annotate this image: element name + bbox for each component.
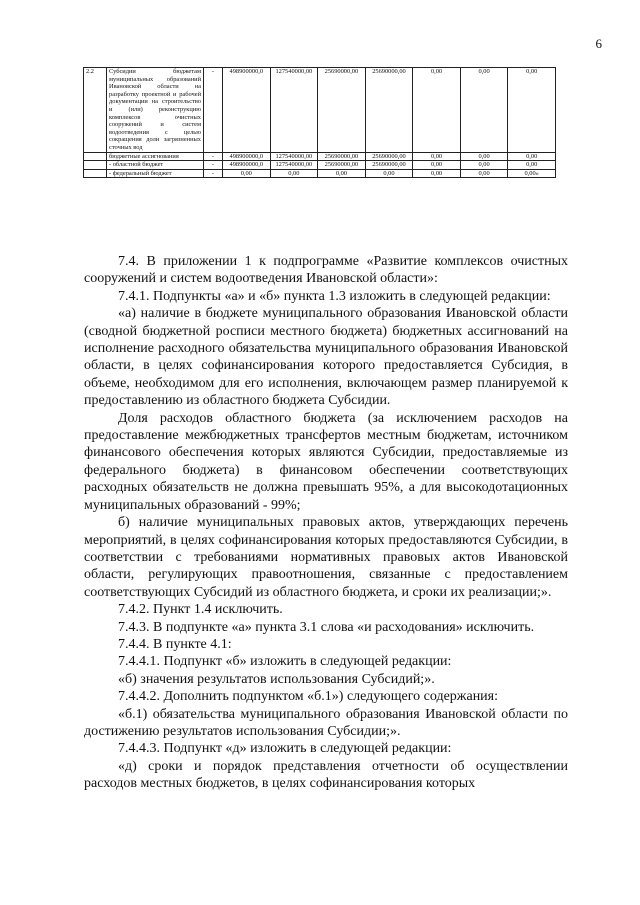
- row-name: бюджетные ассигнования: [107, 152, 204, 161]
- paragraph: «д) сроки и порядок представления отчетности об осуществлении расходов местных бюджетов, в целях софинансирования которых: [84, 758, 568, 792]
- row-name: Субсидии бюджетам муниципальных образований Ивановской области на разработку проектной и рабочей документации на строительство и (или) реконструкцию комплексов очистных сооружений и систем водоотведения с целью сокращения доли загрязненных сточных вод: [107, 68, 204, 153]
- value-cell: 0,00: [508, 68, 556, 153]
- value-cell: 0,00: [270, 169, 318, 178]
- value-cell: 25690000,00: [318, 152, 366, 161]
- value-cell: 498900000,0: [223, 68, 271, 153]
- value-cell: 0,00: [413, 152, 461, 161]
- paragraph: 7.4. В приложении 1 к подпрограмме «Развитие комплексов очистных сооружений и систем водоотведения Ивановской области»:: [84, 254, 568, 287]
- row-number: [84, 161, 107, 170]
- page-number: 6: [595, 36, 602, 51]
- paragraph: б) наличие муниципальных правовых актов, утверждающих перечень мероприятий, в целях софинансирования которых предоставляются Субсидии, в соответствии с требованиями нормативных правовых актов Ивановской области, регулирующих правоотношения, связанные с предоставлением соответствующих Субсидий из областного бюджета, и сроки их реализации;».: [84, 515, 568, 600]
- paragraph: «а) наличие в бюджете муниципального образования Ивановской области (сводной бюджетной росписи местного бюджета) бюджетных ассигнований на исполнение расходного обязательства муниципального образования Ивановской области, в целях софинансирования которого предоставляется Субсидия, в объеме, необходимом для его исполнения, включающем размер планируемой к предоставлению из областного бюджета Субсидии.: [84, 306, 568, 409]
- paragraph: 7.4.4.1. Подпункт «б» изложить в следующей редакции:: [118, 654, 452, 670]
- value-cell: 0,00: [460, 161, 508, 170]
- paragraph: 7.4.2. Пункт 1.4 исключить.: [118, 602, 283, 618]
- row-number: [84, 169, 107, 178]
- row-source: -: [204, 68, 223, 153]
- value-cell: 0,00: [318, 169, 366, 178]
- value-cell: 25690000,00: [318, 68, 366, 153]
- paragraph: Доля расходов областного бюджета (за исключением расходов на предоставление межбюджетных трансфертов местным бюджетам, источником финансового обеспечения которых являются Субсидии, предоставляемые из федерального бюджета) в финансовом обеспечении соответствующих расходных обязательств не должна превышать 95%, а для высокодотационных муниципальных образований - 99%;: [84, 410, 568, 513]
- value-cell: 127540000,00: [270, 68, 318, 153]
- row-source: -: [204, 152, 223, 161]
- value-cell: 0,00: [413, 68, 461, 153]
- value-cell: 127540000,00: [270, 161, 318, 170]
- value-cell: 498900000,0: [223, 161, 271, 170]
- row-name: - федеральный бюджет: [107, 169, 204, 178]
- paragraph: 7.4.3. В подпункте «а» пункта 3.1 слова «и расходования» исключить.: [118, 619, 535, 635]
- value-cell: 0,00: [460, 169, 508, 178]
- table-row: [84, 68, 556, 153]
- value-cell: 498900000,0: [223, 152, 271, 161]
- paragraph: «б.1) обязательства муниципального образования Ивановской области по достижению результатов использования Субсидии;».: [84, 706, 568, 739]
- value-cell: 25690000,00: [365, 152, 413, 161]
- value-cell: 0,00: [460, 152, 508, 161]
- value-cell: 0,00: [413, 161, 461, 170]
- paragraph: «б) значения результатов использования Субсидий;».: [118, 671, 435, 687]
- paragraph: 7.4.4.2. Дополнить подпунктом «б.1») следующего содержания:: [118, 689, 499, 705]
- row-source: -: [204, 161, 223, 170]
- value-cell: 0,00»: [508, 169, 556, 178]
- value-cell: 0,00: [508, 152, 556, 161]
- budget-table: [83, 67, 556, 178]
- row-number: 2.2: [84, 68, 107, 153]
- paragraph: 7.4.4. В пункте 4.1:: [118, 636, 232, 652]
- row-source: -: [204, 169, 223, 178]
- document-body: [84, 253, 568, 793]
- value-cell: 25690000,00: [365, 68, 413, 153]
- value-cell: 127540000,00: [270, 152, 318, 161]
- table-row: [84, 169, 556, 178]
- value-cell: 25690000,00: [365, 161, 413, 170]
- value-cell: 0,00: [508, 161, 556, 170]
- value-cell: 0,00: [460, 68, 508, 153]
- value-cell: 0,00: [223, 169, 271, 178]
- value-cell: 0,00: [365, 169, 413, 178]
- table-row: [84, 161, 556, 170]
- row-number: [84, 152, 107, 161]
- paragraph: 7.4.1. Подпункты «а» и «б» пункта 1.3 изложить в следующей редакции:: [118, 288, 551, 304]
- table-row: [84, 152, 556, 161]
- value-cell: 25690000,00: [318, 161, 366, 170]
- value-cell: 0,00: [413, 169, 461, 178]
- paragraph: 7.4.4.3. Подпункт «д» изложить в следующей редакции:: [118, 741, 452, 757]
- row-name: - областной бюджет: [107, 161, 204, 170]
